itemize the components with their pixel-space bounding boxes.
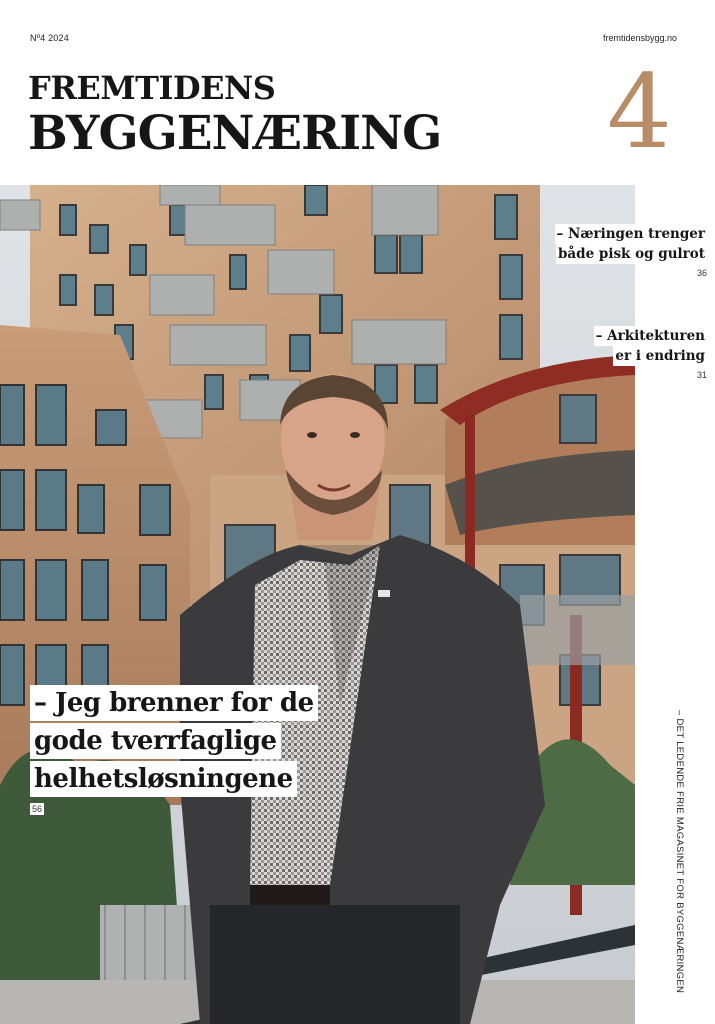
teaser-line: – Arkitekturen: [595, 328, 705, 344]
teaser-arkitekturen[interactable]: [594, 326, 707, 380]
teaser-page-number: 31: [696, 370, 707, 380]
tagline-text: – DET LEDENDE FRIE MAGASINET FOR BYGGENÆRINGEN: [674, 710, 685, 994]
cover-photo: [0, 185, 635, 1024]
masthead-line2: BYGGENÆRING: [28, 106, 442, 161]
issue-number: 4: [607, 53, 672, 172]
headline-line: gode tverrfaglige: [30, 723, 281, 759]
vertical-tagline: [673, 710, 685, 1000]
headline-line: – Jeg brenner for de: [30, 685, 318, 721]
teaser-line: både pisk og gulrot: [557, 246, 705, 262]
website-link[interactable]: fremtidensbygg.no: [602, 33, 677, 43]
issue-label: Nº4 2024: [30, 33, 69, 43]
masthead-line1: FREMTIDENS: [28, 69, 276, 107]
cover-story-headline[interactable]: [30, 685, 318, 817]
teaser-line: – Næringen trenger: [556, 226, 705, 242]
teaser-naeringen[interactable]: [555, 224, 707, 278]
headline-page-number: 56: [32, 804, 43, 814]
teaser-line: er i endring: [615, 348, 705, 364]
headline-line: helhetsløsningene: [30, 761, 297, 797]
teaser-page-number: 36: [696, 268, 707, 278]
